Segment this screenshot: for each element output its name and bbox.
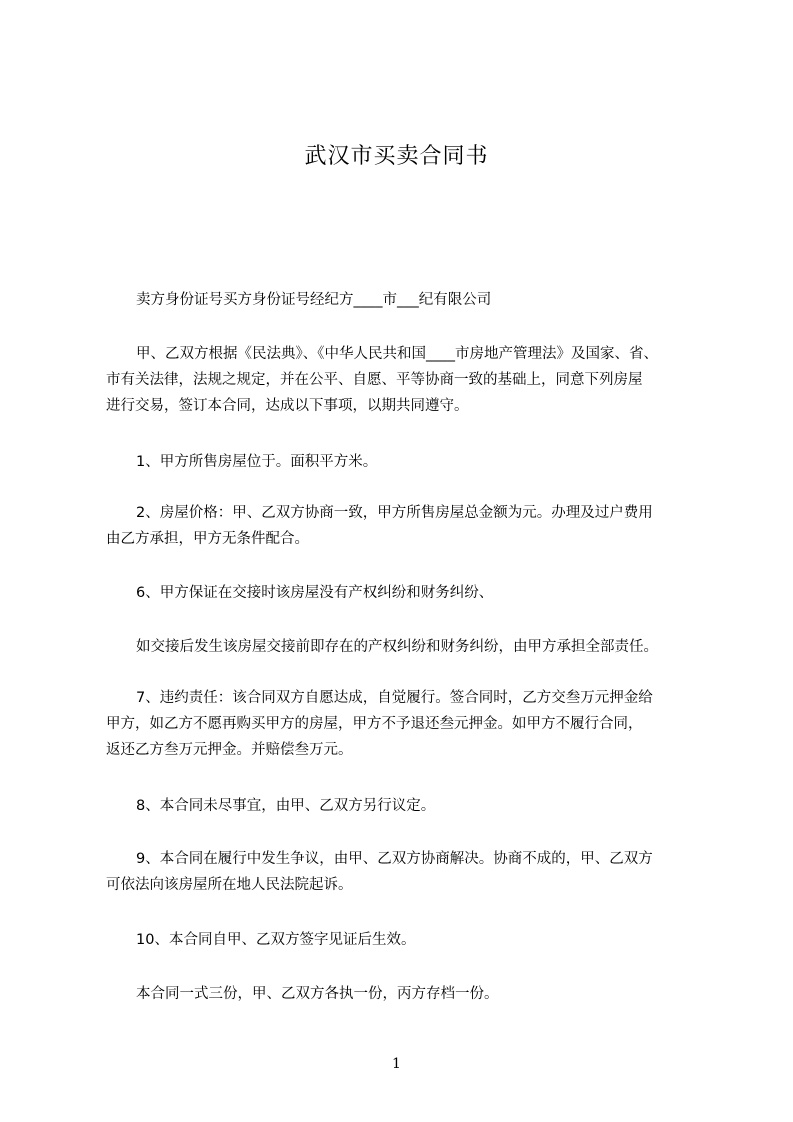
clause-1-property-location (106, 449, 710, 475)
paragraph-line: 1、甲方所售房屋位于。面积平方米。 (136, 454, 378, 470)
clause-9-disputes (106, 846, 710, 898)
paragraph-line: 甲方，如乙方不愿再购买甲方的房屋，甲方不予退还叁元押金。如甲方不履行合同， (106, 716, 643, 732)
paragraph-line: 8、本合同未尽事宜，由甲、乙双方另行议定。 (136, 798, 436, 814)
paragraph-line: 可依法向该房屋所在地人民法院起诉。 (106, 877, 353, 893)
paragraph-line: 7、违约责任：该合同双方自愿达成，自觉履行。签合同时，乙方交叁万元押金给 (136, 690, 653, 706)
paragraph-line: 进行交易，签订本合同，达成以下事项，以期共同遵守。 (106, 398, 469, 414)
contract-preamble (106, 341, 710, 419)
clause-2-price (106, 500, 710, 552)
paragraph-line: 如交接后发生该房屋交接前即存在的产权纠纷和财务纠纷，由甲方承担全部责任。 (136, 639, 658, 655)
contract-copies (106, 981, 710, 1007)
clause-10-effective (106, 927, 710, 953)
paragraph-line: 由乙方承担，甲方无条件配合。 (106, 531, 309, 547)
paragraph-line: 10、本合同自甲、乙双方签字见证后生效。 (136, 932, 416, 948)
contract-parties-line (106, 287, 710, 313)
clause-8-other-matters (106, 793, 710, 819)
page-number: 1 (392, 1056, 401, 1072)
clause-7-breach (106, 685, 710, 763)
clause-6-liability (106, 634, 710, 660)
paragraph-line: 2、房屋价格：甲、乙双方协商一致，甲方所售房屋总金额为元。办理及过户费用 (136, 505, 653, 521)
paragraph-line: 市有关法律，法规之规定，并在公平、自愿、平等协商一致的基础上，同意下列房屋 (106, 372, 643, 388)
paragraph-line: 甲、乙双方根据《民法典》、《中华人民共和国____市房地产管理法》及国家、省、 (136, 346, 658, 362)
paragraph-line: 本合同一式三份，甲、乙双方各执一份，丙方存档一份。 (136, 986, 499, 1002)
paragraph-line: 返还乙方叁万元押金。并赔偿叁万元。 (106, 742, 353, 758)
clause-6-guarantee (106, 580, 710, 606)
paragraph-line: 6、甲方保证在交接时该房屋没有产权纠纷和财务纠纷、 (136, 585, 494, 601)
page-title: 武汉市买卖合同书 (304, 144, 489, 169)
paragraph-line: 9、本合同在履行中发生争议，由甲、乙双方协商解决。协商不成的，甲、乙双方 (136, 851, 653, 867)
paragraph-line: 卖方身份证号买方身份证号经纪方____市___纪有限公司 (136, 292, 492, 308)
